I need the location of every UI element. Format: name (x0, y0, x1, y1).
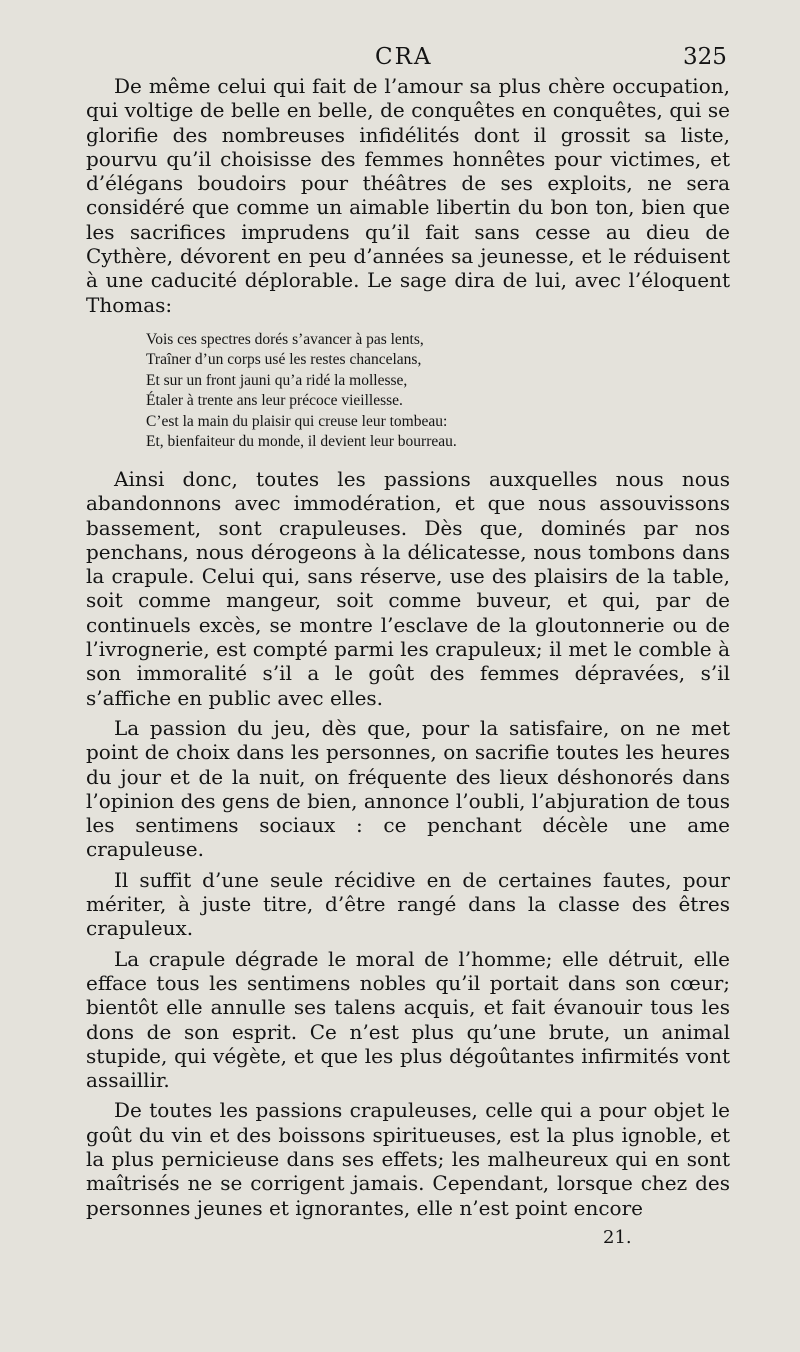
verse-line-6: Et, bienfaiteur du monde, il devient leur bourreau. (146, 433, 457, 451)
verse-line-4: Étaler à trente ans leur précoce vieillesse. (146, 392, 403, 410)
paragraph-2: Ainsi donc, toutes les passions auxquelles nous nous abandonnons avec immodération, et que nous assouvissons bassement, sont crapuleuses. Dès que, dominés par nos penchans, nous dérogeons à la délicatesse, nous tombons dans la crapule. Celui qui, sans réserve, use des plaisirs de la table, soit comme mangeur, soit comme buveur, et qui, par de continuels excès, se montre l’esclave de la gloutonnerie ou de l’ivrognerie, est compté parmi les crapuleux; il met le comble à son immoralité s’il a le goût des femmes dépravées, s’il s’affiche en public avec elles. (86, 466, 730, 710)
paragraph-6: De toutes les passions crapuleuses, celle qui a pour objet le goût du vin et des boissons spiritueuses, est la plus ignoble, et la plus pernicieuse dans ses effets; les malheureux qui en sont maîtrisés ne se corrigent jamais. Cependant, lorsque chez des personnes jeunes et ignorantes, elle n’est point encore (86, 1098, 730, 1220)
page-number: 325 (683, 44, 727, 70)
verse-quotation (146, 330, 730, 453)
verse-line-5: C’est la main du plaisir qui creuse leur tombeau: (146, 412, 448, 430)
page-body (86, 74, 730, 1226)
verse-line-1: Vois ces spectres dorés s’avancer à pas lents, (146, 330, 424, 348)
verse-line-3: Et sur un front jauni qu’a ridé la mollesse, (146, 371, 408, 389)
paragraph-5: La crapule dégrade le moral de l’homme; elle détruit, elle efface tous les sentimens nobles qu’il portait dans son cœur; bientôt elle annulle ses talens acquis, et fait évanouir tous les dons de son esprit. Ce n’est plus qu’une brute, un animal stupide, qui végète, et que les plus dégoûtantes infirmités vont assaillir. (86, 946, 730, 1093)
paragraph-1: De même celui qui fait de l’amour sa plus chère occupation, qui voltige de belle en belle, de conquêtes en conquêtes, qui se glorifie des nombreuses infidélités dont il grossit sa liste, pourvu qu’il choisisse des femmes honnêtes pour victimes, et d’élégans boudoirs pour théâtres de ses exploits, ne sera considéré que comme un aimable libertin du bon ton, bien que les sacrifices imprudens qu’il fait sans cesse au dieu de Cythère, dévorent en peu d’années sa jeunesse, et le réduisent à une caducité déplorable. Le sage dira de lui, avec l’éloquent Thomas: (86, 74, 730, 317)
page-header (0, 38, 800, 74)
verse-line-2: Traîner d’un corps usé les restes chancelans, (146, 351, 422, 369)
signature-mark: 21. (603, 1227, 632, 1248)
paragraph-4: Il suffit d’une seule récidive en de certaines fautes, pour mériter, à juste titre, d’être rangé dans la classe des êtres crapuleux. (86, 867, 730, 941)
paragraph-3: La passion du jeu, dès que, pour la satisfaire, on ne met point de choix dans les personnes, on sacrifie toutes les heures du jour et de la nuit, on fréquente des lieux déshonorés dans l’opinion des gens de bien, annonce l’oubli, l’abjuration de tous les sentimens sociaux : ce penchant décèle une ame crapuleuse. (86, 715, 730, 862)
running-head: CRA (375, 44, 433, 70)
